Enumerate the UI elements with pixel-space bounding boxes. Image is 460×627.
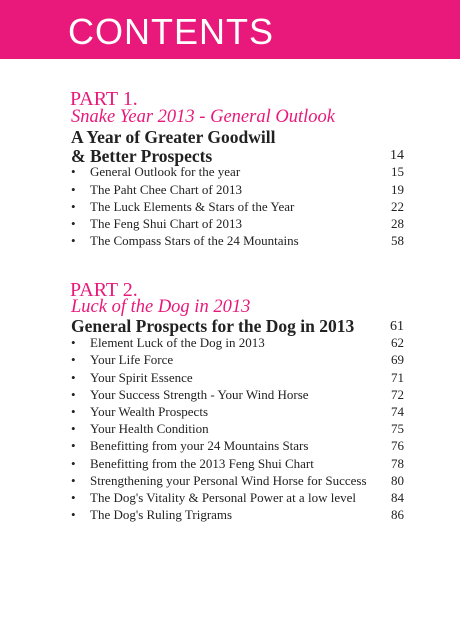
toc-entry-page: 15 (391, 164, 404, 179)
bullet-icon: • (71, 507, 76, 522)
toc-entry[interactable] (71, 198, 404, 215)
bullet-icon: • (71, 404, 76, 419)
bullet-icon: • (71, 352, 76, 367)
toc-entry-title: The Luck Elements & Stars of the Year (90, 199, 295, 214)
toc-entry-page: 75 (391, 421, 404, 436)
toc-entry-title: Your Health Condition (90, 421, 209, 436)
toc-entry-title: Strengthening your Personal Wind Horse for Success (90, 473, 367, 488)
toc-entry-title: Your Success Strength - Your Wind Horse (90, 387, 309, 402)
toc-entry[interactable] (71, 181, 404, 198)
toc-entry-page: 78 (391, 456, 404, 471)
part-1-heading-line-2: & Better Prospects (71, 146, 213, 166)
toc-entry-title: Element Luck of the Dog in 2013 (90, 335, 265, 350)
toc-entry-page: 80 (391, 473, 404, 488)
bullet-icon: • (71, 490, 76, 505)
toc-entry[interactable] (71, 420, 404, 437)
toc-entry[interactable] (71, 232, 404, 249)
toc-entry[interactable] (71, 472, 404, 489)
toc-entry[interactable] (71, 386, 404, 403)
toc-entry-page: 72 (391, 387, 404, 402)
toc-entry-page: 71 (391, 370, 404, 385)
bullet-icon: • (71, 199, 76, 214)
toc-entry-title: Benefitting from the 2013 Feng Shui Chart (90, 456, 314, 471)
toc-entry-title: Your Wealth Prospects (90, 404, 209, 419)
bullet-icon: • (71, 421, 76, 436)
toc-entry-page: 58 (391, 233, 404, 248)
part-1-heading-line-1: A Year of Greater Goodwill (71, 127, 276, 147)
toc-entry-page: 19 (391, 182, 404, 197)
toc-entry[interactable] (71, 506, 404, 523)
bullet-icon: • (71, 438, 76, 453)
bullet-icon: • (71, 473, 76, 488)
toc-entry[interactable] (71, 369, 404, 386)
toc-entry[interactable] (71, 351, 404, 368)
part-1-heading-page: 14 (390, 148, 404, 163)
bullet-icon: • (71, 387, 76, 402)
bullet-icon: • (71, 233, 76, 248)
page-title: CONTENTS (68, 11, 274, 52)
bullet-icon: • (71, 216, 76, 231)
toc-entry[interactable] (71, 455, 404, 472)
part-2-label: PART 2. (70, 279, 138, 301)
toc-entry-title: The Dog's Ruling Trigrams (90, 507, 233, 522)
contents-banner (0, 0, 460, 59)
toc-entry[interactable] (71, 489, 404, 506)
bullet-icon: • (71, 335, 76, 350)
toc-entry-page: 76 (391, 438, 404, 453)
toc-entry[interactable] (71, 403, 404, 420)
toc-entry-page: 69 (391, 352, 404, 367)
bullet-icon: • (71, 370, 76, 385)
toc-entry[interactable] (71, 437, 404, 454)
toc-entry-title: Your Spirit Essence (90, 370, 193, 385)
part-2-heading: General Prospects for the Dog in 2013 (71, 316, 355, 336)
toc-entry-page: 62 (391, 335, 404, 350)
part-1-label: PART 1. (70, 88, 138, 110)
toc-entry-page: 74 (391, 404, 404, 419)
toc-entry-title: Benefitting from your 24 Mountains Stars (90, 438, 309, 453)
toc-entry-page: 28 (391, 216, 404, 231)
toc-entry[interactable] (71, 334, 404, 351)
toc-entry-title: Your Life Force (90, 352, 174, 367)
toc-entry[interactable] (71, 163, 404, 180)
toc-entry-title: The Compass Stars of the 24 Mountains (90, 233, 299, 248)
toc-entry[interactable] (71, 215, 404, 232)
part-2-heading-page: 61 (390, 319, 404, 334)
toc-entry-title: The Paht Chee Chart of 2013 (90, 182, 242, 197)
toc-entry-page: 84 (391, 490, 404, 505)
bullet-icon: • (71, 182, 76, 197)
toc-entry-page: 86 (391, 507, 404, 522)
toc-entry-title: General Outlook for the year (90, 164, 241, 179)
bullet-icon: • (71, 164, 76, 179)
toc-entry-title: The Feng Shui Chart of 2013 (90, 216, 243, 231)
part-2-subtitle: Luck of the Dog in 2013 (71, 297, 251, 317)
bullet-icon: • (71, 456, 76, 471)
part-1-subtitle: Snake Year 2013 - General Outlook (71, 107, 335, 127)
toc-entry-title: The Dog's Vitality & Personal Power at a low level (90, 490, 356, 505)
toc-entry-page: 22 (391, 199, 404, 214)
